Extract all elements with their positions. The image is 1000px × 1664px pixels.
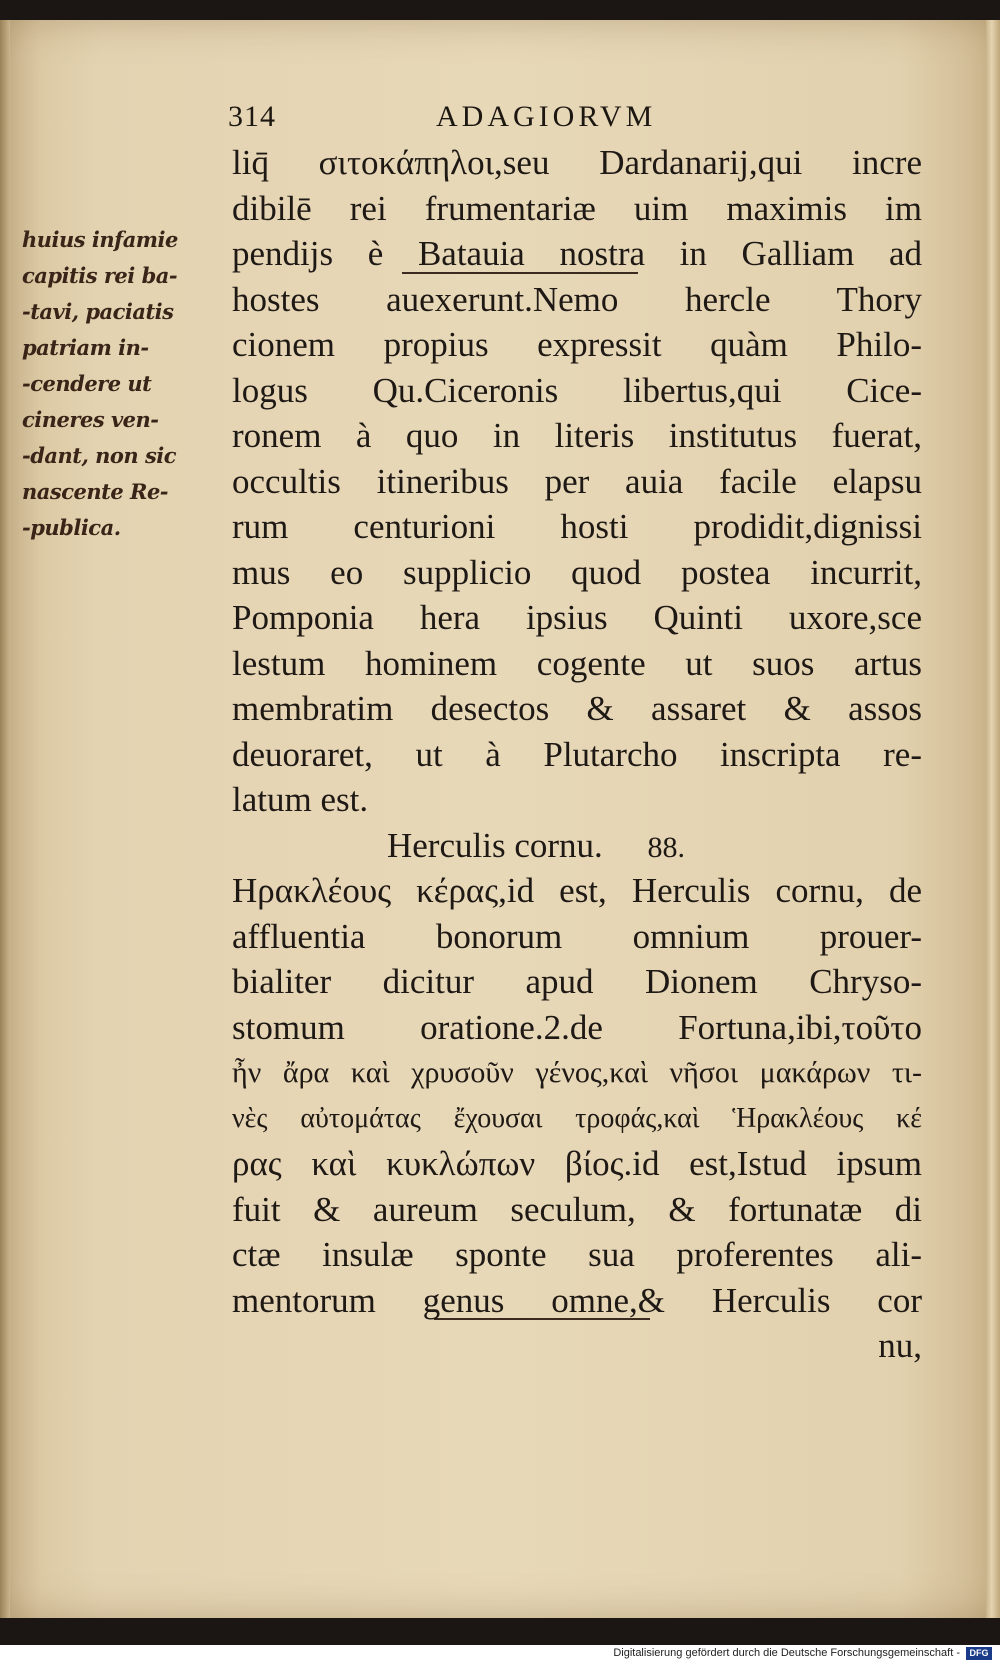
footer-credit: Digitalisierung gefördert durch die Deutsche Forschungsgemeinschaft - — [613, 1647, 960, 1659]
text-line: deuoraret, ut à Plutarcho inscripta re- — [232, 734, 922, 774]
margin-line: -dant, non sic — [22, 443, 177, 468]
margin-line: -publica. — [22, 515, 121, 540]
margin-line: -tavi, paciatis — [22, 299, 174, 324]
text-line: ρας καὶ κυκλώπων βίος.id est,Istud ipsum — [232, 1144, 922, 1183]
margin-line: capitis rei ba- — [22, 263, 178, 288]
text-line: mentorum genus omne,& Herculis cor — [232, 1280, 922, 1320]
text-line: mus eo supplicio quod postea incurrit, — [232, 552, 922, 592]
margin-line: nascente Re- — [22, 479, 169, 504]
text-line: pendijs è Batauia nostra in Galliam ad — [232, 234, 922, 273]
text-line: occultis itineribus per auia facile elapsu — [232, 461, 922, 501]
section-heading — [232, 823, 922, 869]
greek-line: ἦν ἄρα καὶ χρυσοῦν γένος,καὶ νῆσοι μακάρων τι- — [232, 1056, 922, 1089]
text-line: latum est. — [232, 780, 369, 819]
running-head — [228, 100, 928, 140]
text-line: stomum oratione.2.de Fortuna,ibi,τοῦτο — [232, 1007, 922, 1047]
greek-line: νὲς αὐτομάτας ἔχουσαι τροφάς,καὶ Ἡρακλέους κέ — [232, 1102, 922, 1134]
text-line: Ηρακλέους κέρας,id est, Herculis cornu, de — [232, 871, 922, 910]
page-gutter-edge — [0, 20, 10, 1618]
dfg-logo: DFG — [966, 1647, 992, 1660]
margin-line: cineres ven- — [22, 407, 159, 432]
margin-line: -cendere ut — [22, 371, 152, 396]
text-line: cionem propius expressit quàm Philo- — [232, 325, 922, 364]
running-title: ADAGIORVM — [436, 100, 657, 133]
catchword: nu, — [878, 1326, 922, 1365]
text-line: liq̄ σιτοκάπηλοι,seu Dardanarij,qui incre — [232, 143, 922, 182]
margin-line: patriam in- — [22, 335, 149, 360]
marginal-annotation — [22, 222, 222, 546]
text-line: Pomponia hera ipsius Quinti uxore,sce — [232, 598, 922, 637]
adage-number: 88. — [647, 830, 686, 864]
text-line: affluentia bonorum omnium prouer- — [232, 916, 922, 956]
text-line: rum centurioni hosti prodidit,dignissi — [232, 507, 922, 546]
text-line: dibilē rei frumentariæ uim maximis im — [232, 188, 922, 228]
margin-line: huius infamie — [22, 227, 178, 252]
page-number: 314 — [228, 100, 276, 133]
page-fore-edge — [986, 20, 1000, 1618]
main-text-block — [232, 140, 922, 1369]
text-line: membratim desectos & assaret & assos — [232, 689, 922, 728]
text-line: hostes auexerunt.Nemo hercle Thory — [232, 279, 922, 319]
text-line: bialiter dicitur apud Dionem Chryso- — [232, 962, 922, 1001]
section-heading-title: Herculis cornu. — [387, 825, 603, 865]
text-line: ctæ insulæ sponte sua proferentes ali- — [232, 1235, 922, 1274]
text-line: fuit & aureum seculum, & fortunatæ di — [232, 1189, 922, 1229]
text-line: ronem à quo in literis institutus fuerat, — [232, 416, 922, 455]
text-line: logus Qu.Ciceronis libertus,qui Cice- — [232, 370, 922, 410]
text-line: lestum hominem cogente ut suos artus — [232, 643, 922, 683]
